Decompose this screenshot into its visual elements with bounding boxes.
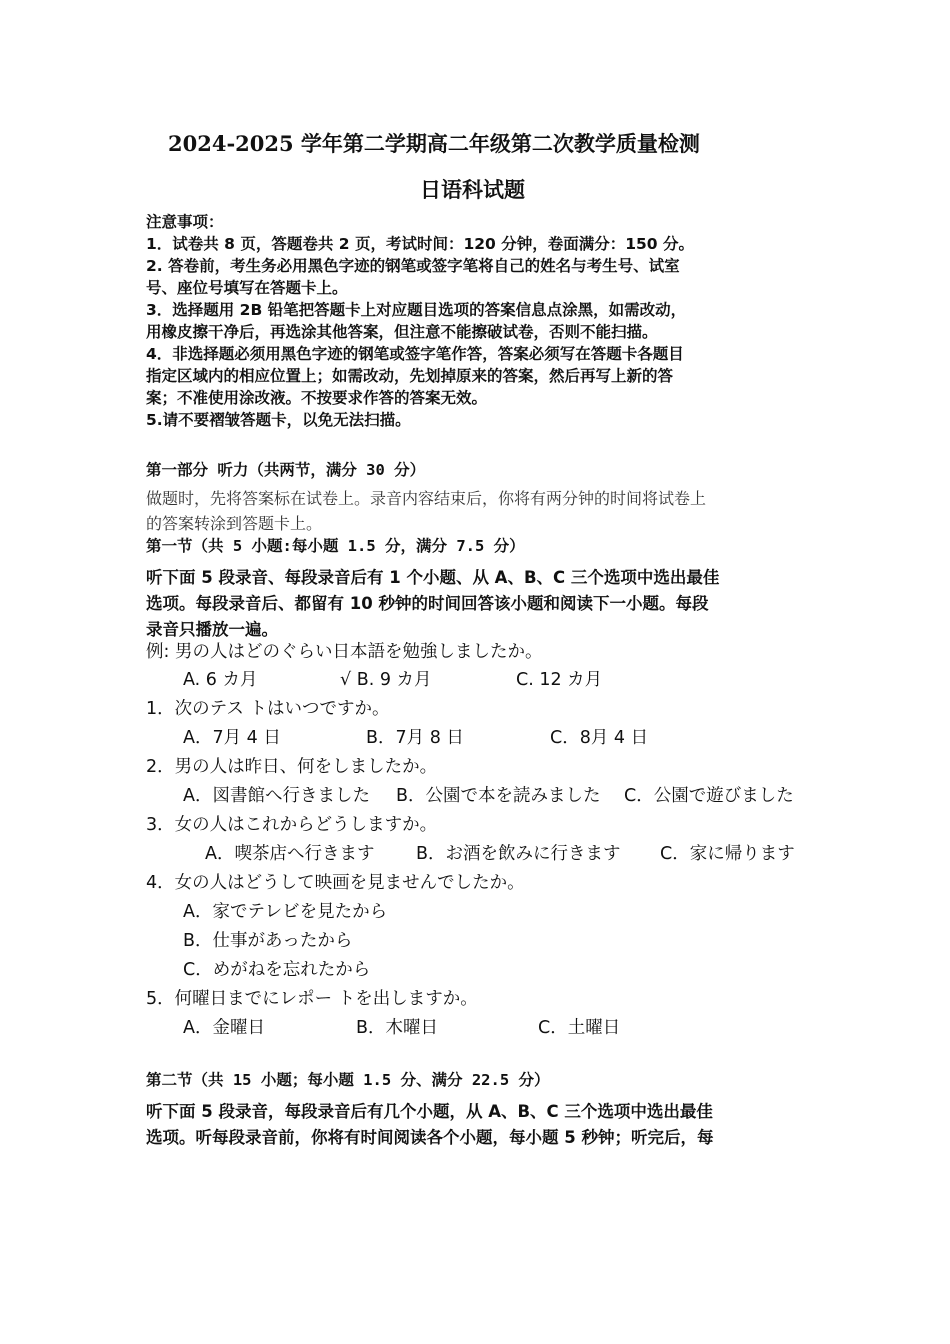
section2-heading: 第二节（共 15 小题；每小题 1.5 分、满分 22.5 分） [146, 1071, 550, 1089]
section1-body: 选项。每段录音后、都留有 10 秒钟的时间回答该小题和阅读下一小题。每段 [146, 594, 709, 613]
notes-line: 用橡皮擦干净后，再选涂其他答案，但注意不能擦破试卷，否则不能扫描。 [146, 323, 658, 341]
q5-option-a: A．金曜日 [183, 1018, 265, 1038]
example-option-b: √ B. 9 カ月 [340, 670, 432, 690]
q5-option-c: C．土曜日 [538, 1018, 621, 1038]
part1-instruction: 的答案转涂到答题卡上。 [146, 514, 323, 533]
notes-line: 指定区域内的相应位置上；如需改动，先划掉原来的答案，然后再写上新的答 [146, 367, 674, 385]
q4-option-c: C．めがねを忘れたから [183, 960, 371, 980]
section2-body: 听下面 5 段录音，每段录音后有几个小题，从 A、B、C 三个选项中选出最佳 [146, 1102, 713, 1121]
section1-body: 录音只播放一遍。 [146, 620, 278, 639]
exam-subtitle: 日语科试题 [420, 177, 525, 202]
question-2: 2．男の人は昨日、何をしましたか。 [146, 757, 438, 777]
q1-option-c: C．8月 4 日 [550, 728, 649, 748]
exam-title: 2024-2025 学年第二学期高二年级第二次教学质量检测 [168, 131, 700, 156]
notes-line: 号、座位号填写在答题卡上。 [146, 279, 348, 297]
q5-option-b: B．木曜日 [356, 1018, 439, 1038]
notes-line: 案；不准使用涂改液。不按要求作答的答案无效。 [146, 389, 488, 407]
question-3: 3．女の人はこれからどうしますか。 [146, 815, 438, 835]
section1-heading: 第一节（共 5 小题:每小题 1.5 分，满分 7.5 分） [146, 537, 525, 555]
question-5: 5．何曜日までにレポー トを出しますか。 [146, 989, 478, 1009]
notes-heading: 注意事项： [146, 213, 224, 231]
q4-option-a: A．家でテレビを見たから [183, 902, 388, 922]
example-option-a: A. 6 カ月 [183, 670, 258, 690]
q2-option-c: C．公園で遊びました [624, 786, 794, 806]
section2-body: 选项。听每段录音前，你将有时间阅读各个小题，每小题 5 秒钟；听完后，每 [146, 1128, 714, 1147]
part1-heading: 第一部分 听力（共两节，满分 30 分） [146, 461, 426, 479]
q3-option-b: B．お酒を飲みに行きます [416, 844, 621, 864]
notes-line: 5.请不要褶皱答题卡，以免无法扫描。 [146, 411, 411, 429]
notes-line: 2. 答卷前，考生务必用黑色字迹的钢笔或签字笔将自己的姓名与考生号、试室 [146, 257, 680, 275]
q4-option-b: B．仕事があったから [183, 931, 353, 951]
q1-option-a: A．7月 4 日 [183, 728, 281, 748]
example-question: 例: 男の人はどのぐらい日本語を勉強しましたか。 [146, 642, 543, 662]
q3-option-c: C．家に帰ります [660, 844, 795, 864]
q3-option-a: A．喫茶店へ行きます [205, 844, 375, 864]
question-1: 1．次のテス トはいつですか。 [146, 699, 390, 719]
q1-option-b: B．7月 8 日 [366, 728, 464, 748]
part1-instruction: 做题时，先将答案标在试卷上。录音内容结束后，你将有两分钟的时间将试卷上 [146, 489, 707, 508]
notes-line: 3．选择题用 2B 铅笔把答题卡上对应题目选项的答案信息点涂黑，如需改动， [146, 301, 687, 319]
notes-line: 1．试卷共 8 页，答题卷共 2 页，考试时间：120 分钟，卷面满分：150 分。 [146, 235, 694, 253]
section1-body: 听下面 5 段录音、每段录音后有 1 个小题、从 A、B、C 三个选项中选出最佳 [146, 568, 720, 587]
question-4: 4．女の人はどうして映画を見ませんでしたか。 [146, 873, 525, 893]
q2-option-b: B．公園で本を読みました [396, 786, 601, 806]
example-option-c: C. 12 カ月 [516, 670, 603, 690]
notes-line: 4．非选择题必须用黑色字迹的钢笔或签字笔作答，答案必须写在答题卡各题目 [146, 345, 684, 363]
q2-option-a: A．図書館へ行きました [183, 786, 370, 806]
